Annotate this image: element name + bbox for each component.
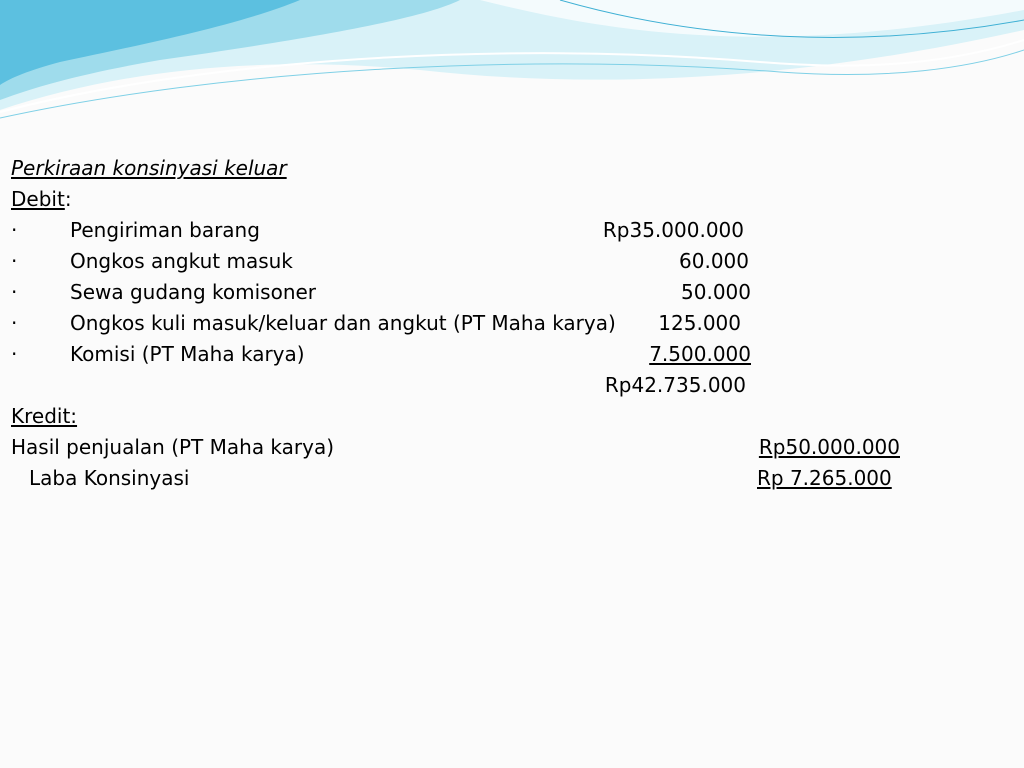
debit-item-amount: Rp35.000.000 [602, 218, 744, 242]
kredit-item-row [0, 463, 1024, 493]
kredit-item-amount: Rp50.000.000 [758, 435, 900, 459]
debit-item-label: Ongkos angkut masuk [70, 249, 293, 273]
bullet: · [11, 218, 18, 242]
kredit-item-amount: Rp 7.265.000 [757, 466, 892, 490]
debit-colon: : [64, 187, 72, 211]
bullet: · [11, 311, 18, 335]
document-heading: Perkiraan konsinyasi keluar [11, 156, 287, 180]
debit-item-amount: 60.000 [679, 249, 749, 273]
debit-item-row [0, 308, 1024, 338]
kredit-item-row [0, 432, 1024, 462]
debit-total-row [0, 370, 1024, 400]
debit-heading-row [0, 184, 1024, 214]
bullet: · [11, 249, 18, 273]
debit-item-row [0, 246, 1024, 276]
debit-item-row [0, 339, 1024, 369]
bullet: · [11, 280, 18, 304]
debit-item-label: Sewa gudang komisoner [70, 280, 317, 304]
kredit-item-label: Laba Konsinyasi [29, 466, 190, 490]
kredit-item-label: Hasil penjualan (PT Maha karya) [11, 435, 335, 459]
debit-item-amount: 125.000 [658, 311, 741, 335]
kredit-heading-row [0, 401, 1024, 431]
bullet: · [11, 342, 18, 366]
debit-item-amount: 7.500.000 [649, 342, 751, 366]
debit-total-amount: Rp42.735.000 [604, 373, 746, 397]
debit-item-row [0, 215, 1024, 245]
debit-label: Debit [11, 187, 65, 211]
debit-label-group [11, 184, 72, 214]
kredit-label: Kredit: [11, 404, 78, 428]
debit-item-label: Ongkos kuli masuk/keluar dan angkut (PT Maha karya) [70, 311, 616, 335]
debit-item-label: Komisi (PT Maha karya) [70, 342, 305, 366]
debit-item-row [0, 277, 1024, 307]
heading-row [0, 153, 1024, 183]
debit-item-label: Pengiriman barang [70, 218, 260, 242]
debit-item-amount: 50.000 [681, 280, 751, 304]
